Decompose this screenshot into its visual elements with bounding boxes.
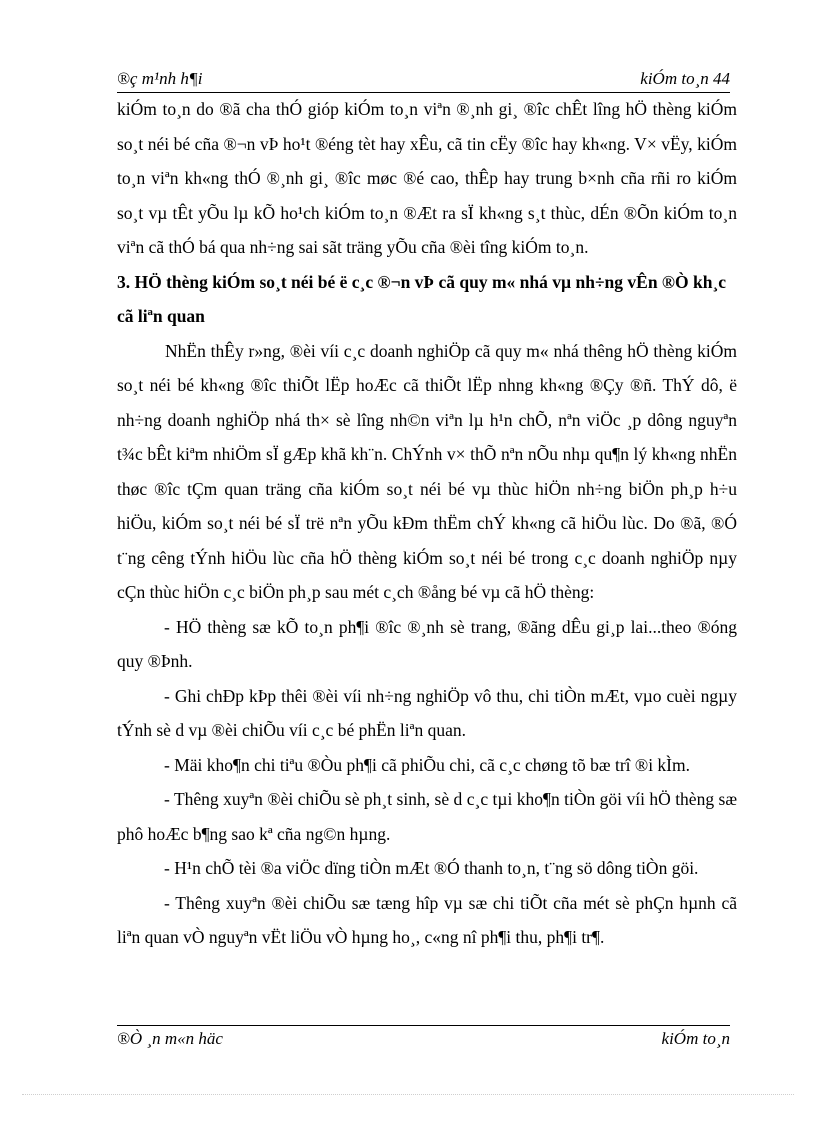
page-header [117,66,730,93]
footer-subject: kiÓm to¸n [661,1029,730,1048]
bullet-item-6: - Thêng xuyªn ®èi chiÕu sæ tæng hîp vµ sæ chi tiÕt cña mét sè phÇn hµnh cã liªn quan vÒ nguyªn vËt liÖu vÒ hµng ho¸, c«ng nî ph¶i thu, ph¶i tr¶. [117,892,737,947]
header-page-label: kiÓm to¸n 44 [640,69,730,88]
page-edge-divider [22,1094,794,1095]
page-footer [117,1025,730,1054]
paragraph-1: kiÓm to¸n do ®ã cha thÓ gióp kiÓm to¸n viªn ®¸nh gi¸ ®îc chÊt lîng hÖ thèng kiÓm so¸t néi bé cña ®¬n vÞ ho¹t ®éng tèt hay xÊu, cã tin cËy ®îc hay kh«ng. V× vËy, kiÓm to¸n viªn kh«ng thÓ ®¸nh gi¸ ®îc møc ®é cao, thÊp hay trung b×nh cña rñi ro kiÓm so¸t vµ tÊt yÕu lµ kÕ ho¹ch kiÓm to¸n ®Æt ra sÏ kh«ng s¸t thùc, dÉn ®Õn kiÓm to¸n viªn cã thÓ bá qua nh÷ng sai sãt träng yÕu cña ®èi tîng kiÓm to¸n. [117,99,737,257]
document-body [117,92,737,955]
bullet-item-3: - Mäi kho¶n chi tiªu ®Òu ph¶i cã phiÕu chi, cã c¸c chøng tõ bæ trî ®i kÌm. [164,754,690,775]
section-heading: 3. HÖ thèng kiÓm so¸t néi bé ë c¸c ®¬n vÞ cã quy m« nhá vµ nh÷ng vÊn ®Ò kh¸c cã liªn quan [117,271,727,326]
paragraph-2: NhËn thÊy r»ng, ®èi víi c¸c doanh nghiÖp cã quy m« nhá thêng hÖ thèng kiÓm so¸t néi bé kh«ng ®îc thiÕt lËp hoÆc cã thiÕt lËp nhng kh«ng ®Çy ®ñ. ThÝ dô, ë nh÷ng doanh nghiÖp nhá th× sè lîng nh©n viªn lµ h¹n chÕ, nªn viÖc ¸p dông nguyªn t¾c bÊt kiªm nhiÖm sÏ gÆp khã kh¨n. ChÝnh v× thÕ nªn nÕu nhµ qu¶n lý kh«ng nhËn thøc ®îc tÇm quan träng cña kiÓm so¸t néi bé vµ thùc hiÖn nh÷ng biÖn ph¸p h÷u hiÖu, kiÓm so¸t néi bé sÏ trë nªn yÕu kÐm thËm chÝ kh«ng cã hiÖu lùc. Do ®ã, ®Ó t¨ng cêng tÝnh hiÖu lùc cña hÖ thèng kiÓm so¸t néi bé trong c¸c doanh nghiÖp nµy cÇn thùc hiÖn c¸c biÖn ph¸p sau mét c¸ch ®ång bé vµ cã hÖ thèng: [117,340,737,602]
bullet-item-2: - Ghi chÐp kÞp thêi ®èi víi nh÷ng nghiÖp vô thu, chi tiÒn mÆt, vµo cuèi ngµy tÝnh sè d vµ ®èi chiÕu víi c¸c bé phËn liªn quan. [117,685,737,740]
bullet-item-1: - HÖ thèng sæ kÕ to¸n ph¶i ®îc ®¸nh sè trang, ®ãng dÊu gi¸p lai...theo ®óng quy ®Þnh. [117,616,737,671]
bullet-item-4: - Thêng xuyªn ®èi chiÕu sè ph¸t sinh, sè d c¸c tµi kho¶n tiÒn göi víi hÖ thèng sæ phô hoÆc b¶ng sao kª cña ng©n hµng. [117,789,737,844]
bullet-item-5: - H¹n chÕ tèi ®a viÖc dïng tiÒn mÆt ®Ó thanh to¸n, t¨ng sö dông tiÒn göi. [164,858,699,878]
footer-title: ®Ò ¸n m«n häc [117,1029,223,1048]
header-author: ®ç m¹nh h¶i [117,69,203,88]
